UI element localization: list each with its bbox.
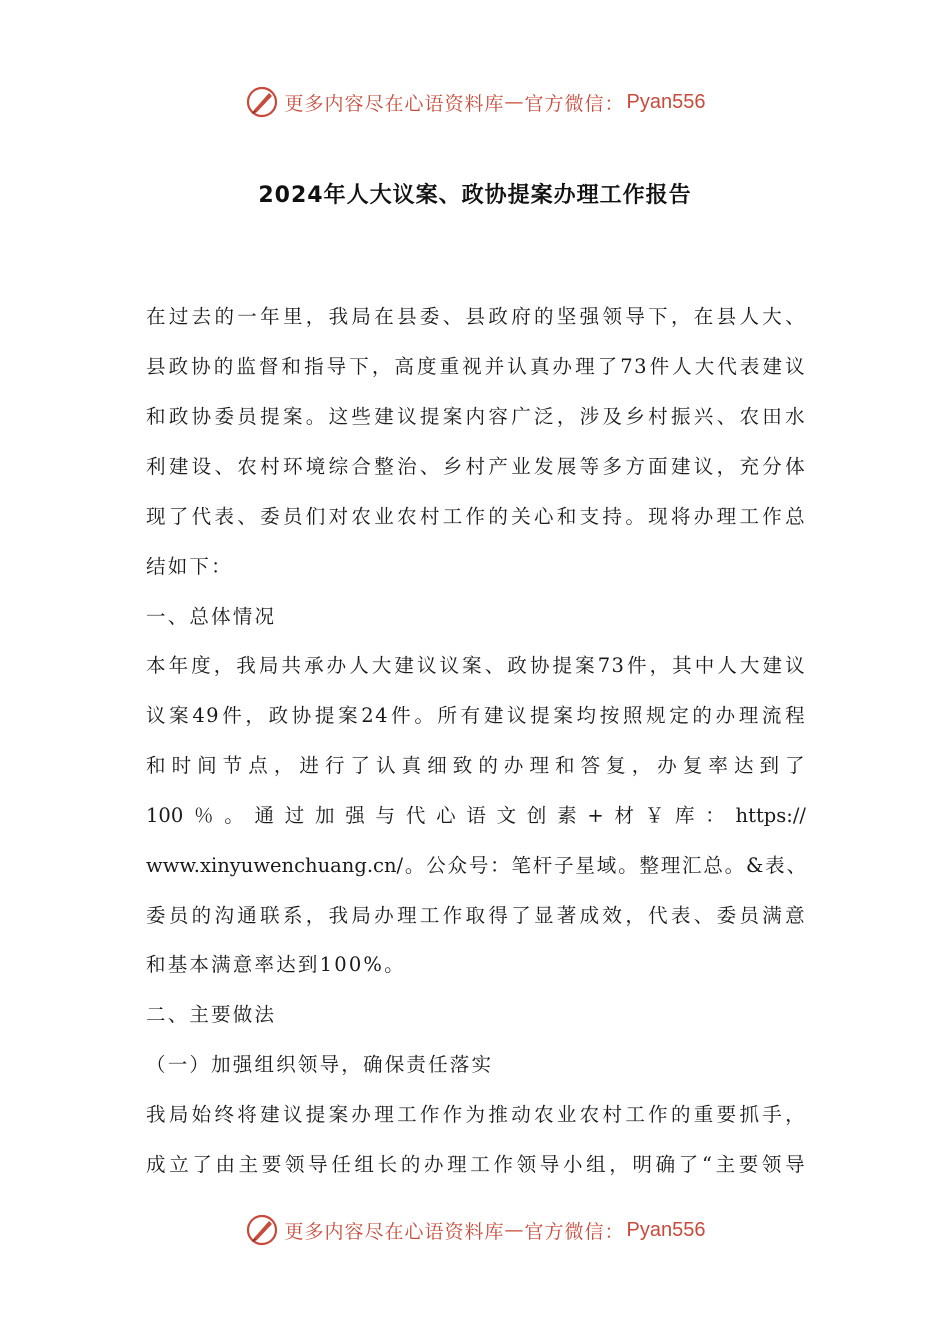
pen-logo-icon [245,1213,279,1247]
body-line: 议案49件，政协提案24件。所有建议提案均按照规定的办理流程 [146,704,806,727]
watermark-wechat-id: Pyan556 [626,1218,706,1241]
body-line: 本年度，我局共承办人大建议议案、政协提案73件，其中人大建议 [146,654,806,677]
body-line: 在过去的一年里，我局在县委、县政府的坚强领导下，在县人大、 [146,305,806,328]
section-heading: 一、总体情况 [146,605,277,628]
body-line: 结如下： [146,555,233,578]
watermark-wechat-id: Pyan556 [626,90,706,113]
body-line: 县政协的监督和指导下，高度重视并认真办理了73件人大代表建议 [146,355,806,378]
pen-logo-icon [245,85,279,119]
watermark-wechat-label: 官方微信： [524,1220,625,1243]
watermark-dash: — [504,91,525,113]
body-line: www.xinyuwenchuang.cn/。公众号：笔杆子星域。整理汇总。&表、 [146,854,806,877]
section-heading: 二、主要做法 [146,1003,277,1026]
subsection-heading: （一）加强组织领导，确保责任落实 [146,1053,494,1076]
document-title: 2024年人大议案、政协提案办理工作报告 [258,183,692,208]
watermark-banner-bottom [0,1210,950,1250]
watermark-dash: — [504,1219,525,1241]
body-line: 委员的沟通联系，我局办理工作取得了显著成效，代表、委员满意 [146,904,806,927]
body-line: 成立了由主要领导任组长的办理工作领导小组，明确了“主要领导 [146,1153,806,1176]
watermark-text: 更多内容尽在心语资料库 [284,92,505,115]
body-line: 和政协委员提案。这些建议提案内容广泛，涉及乡村振兴、农田水 [146,405,806,428]
watermark-banner-top [0,82,950,122]
watermark-wechat-label: 官方微信： [524,92,625,115]
watermark-text: 更多内容尽在心语资料库 [284,1220,505,1243]
body-line: 我局始终将建议提案办理工作作为推动农业农村工作的重要抓手， [146,1103,806,1126]
body-line: 现了代表、委员们对农业农村工作的关心和支持。现将办理工作总 [146,505,806,528]
body-line: 和基本满意率达到100%。 [146,953,406,976]
body-line: 利建设、农村环境综合整治、乡村产业发展等多方面建议，充分体 [146,455,806,478]
body-line: 和时间节点，进行了认真细致的办理和答复，办复率达到了 [146,754,806,777]
body-line: 100％。通过加强与代心语文创素+材￥库：https:// [146,804,806,827]
